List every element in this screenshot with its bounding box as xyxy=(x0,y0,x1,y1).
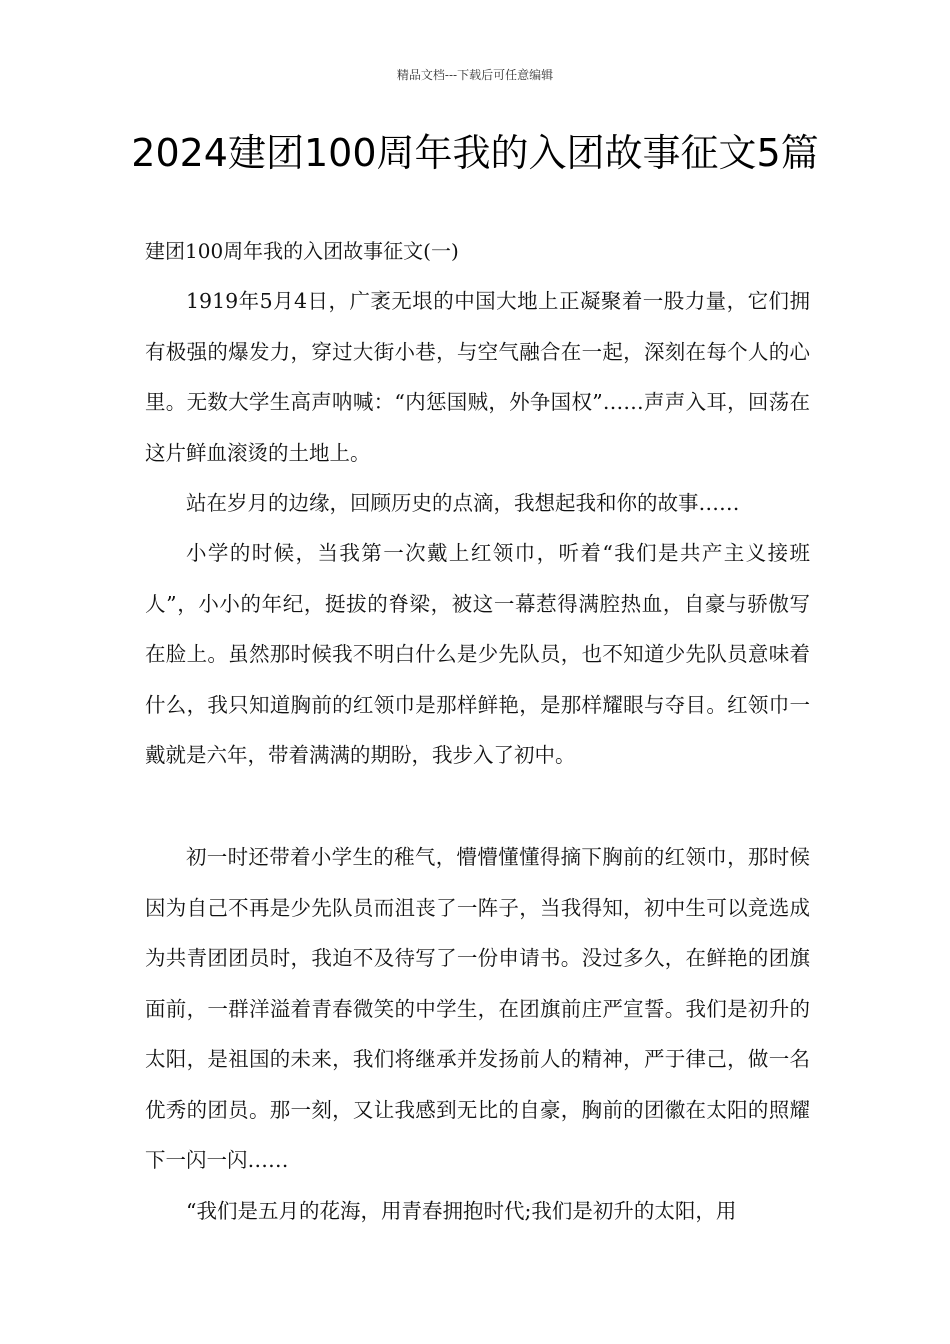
paragraph: 1919年5月4日，广袤无垠的中国大地上正凝聚着一股力量，它们拥有极强的爆发力，穿过大街小巷，与空气融合在一起，深刻在每个人的心里。无数大学生高声呐喊：“内惩国贼，外争国权”……声声入耳，回荡在这片鲜血滚烫的土地上。 xyxy=(145,289,810,465)
header-note: 精品文档---下载后可任意编辑 xyxy=(396,68,554,82)
paragraph-1-block xyxy=(145,276,810,478)
paragraph-3-block xyxy=(145,528,810,781)
paragraph: 小学的时候，当我第一次戴上红领巾，听着“我们是共产主义接班人”，小小的年纪，挺拔的脊梁，被这一幕惹得满腔热血，自豪与骄傲写在脸上。虽然那时候我不明白什么是少先队员，也不知道少先队员意味着什么，我只知道胸前的红领巾是那样鲜艳，是那样耀眼与夺目。红领巾一戴就是六年，带着满满的期盼，我步入了初中。 xyxy=(145,541,810,767)
paragraph-2-block xyxy=(145,478,810,529)
document-title: 2024建团100周年我的入团故事征文5篇 xyxy=(131,131,819,175)
paragraph: “我们是五月的花海，用青春拥抱时代;我们是初升的太阳，用 xyxy=(186,1199,737,1223)
section-heading: 建团100周年我的入团故事征文(一) xyxy=(145,239,459,263)
paragraph: 站在岁月的边缘，回顾历史的点滴，我想起我和你的故事…… xyxy=(186,491,740,515)
paragraph-5-block xyxy=(145,1186,810,1237)
paragraph: 初一时还带着小学生的稚气，懵懵懂懂得摘下胸前的红领巾，那时候因为自己不再是少先队员而沮丧了一阵子，当我得知，初中生可以竞选成为共青团团员时，我迫不及待写了一份申请书。没过多久，在鲜艳的团旗面前，一群洋溢着青春微笑的中学生，在团旗前庄严宣誓。我们是初升的太阳，是祖国的未来，我们将继承并发扬前人的精神，严于律己，做一名优秀的团员。那一刻，又让我感到无比的自豪，胸前的团徽在太阳的照耀下一闪一闪…… xyxy=(145,845,810,1172)
paragraph-4-block xyxy=(145,832,810,1186)
